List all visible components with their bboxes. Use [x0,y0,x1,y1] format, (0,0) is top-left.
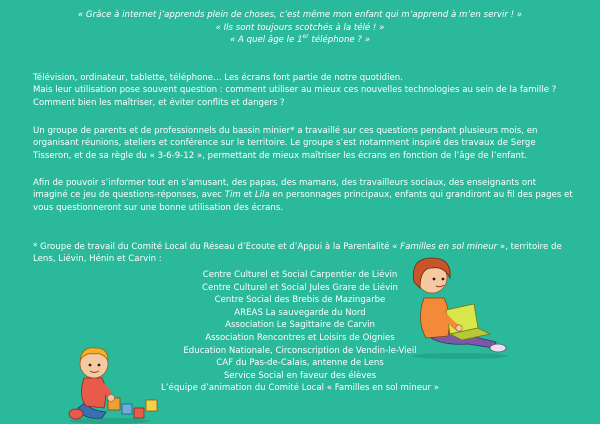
intro-line-2: Mais leur utilisation pose souvent question : comment utiliser au mieux ces nouvelles technologies au sein de la famille ? Comment bien les maîtriser, et éviter conflits et dangers ? [33,85,557,108]
member-item: Centre Culturel et Social Carpentier de Liévin [202,270,398,280]
tim-name: Tim [224,190,241,201]
groupe-paragraph: Un groupe de parents et de professionnels du bassin minier* a travaillé sur ces questions pendant plusieurs mois, en organisant réunions, ateliers et conférence sur le territoire. Le groupe s’est notamment inspiré des travaux de Serge Tisseron, et de sa règle du « 3-6-9-12 », permettant de mieux maîtriser les écrans en fonction de l’âge de l’enfant. [33,126,538,161]
quote-telephone-sup: er [302,33,309,41]
quote-tele: « Ils sont toujours scotchés à la télé ! » [215,22,385,33]
member-item: Association Le Sagittaire de Carvin [225,320,375,331]
footnote-text-2: », territoire de Lens, Liévin, Hénin et Carvin : [33,242,562,265]
member-item: Centre Culturel et Social Jules Grare de Liévin [201,282,398,293]
quote-telephone-end: téléphone ? » [308,35,371,45]
lila-name: Lila [254,190,270,201]
quote-telephone [0,34,600,47]
afin-text-2: et [240,190,255,201]
afin-text-1: Afin de pouvoir s’informer tout en s’amusant, des papas, des mamans, des travailleurs sociaux, des enseignants ont imaginé ce jeu de questions-réponses, avec [33,178,536,201]
member-item: Centre Social des Brebis de Mazingarbe [214,295,386,306]
afin-paragraph [33,177,573,214]
intro-line-1: Télévision, ordinateur, tablette, téléphone… Les écrans font partie de notre quotidien. [33,73,403,83]
intro-paragraph [33,72,573,109]
member-item: L’équipe d’animation du Comité Local « Familles en sol mineur » [161,383,439,394]
tim-illustration [68,338,168,424]
footnote-italic: Familles en sol mineur [400,242,498,252]
member-item: Service Social en faveur des élèves [223,370,377,381]
afin-text-3: en personnages principaux, enfants qui grandiront au fil des pages et vous questionneront sur une bonne utilisation des écrans. [33,190,573,213]
footnote-text-1: * Groupe de travail du Comité Local du Réseau d’Ecoute et d’Appui à la Parentalité « [33,242,401,252]
member-item: AREAS La sauvegarde du Nord [234,307,366,318]
member-item: CAF du Pas-de-Calais, antenne de Lens [216,358,384,369]
member-item: Education Nationale, Circonscription de Vendin-le-Vieil [183,345,417,356]
quote-internet: « Grâce à internet j’apprends plein de choses, c’est même mon enfant qui m’apprend à m’en servir ! » [77,10,523,20]
quote-telephone-start: « A quel âge le 1 [229,35,303,45]
quotes-block [0,9,600,47]
member-item: Association Rencontres et Loisirs de Oignies [205,332,395,343]
lila-illustration [398,248,516,360]
